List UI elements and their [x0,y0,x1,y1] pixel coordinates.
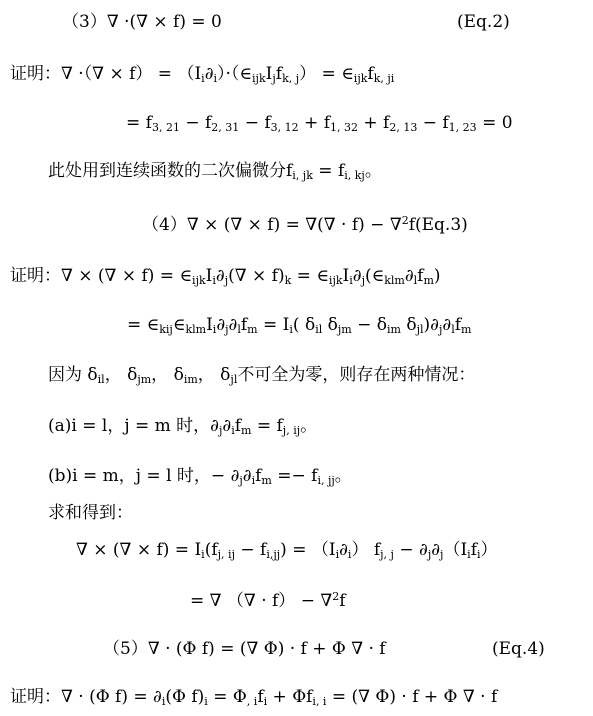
subscript: i [201,548,205,561]
math-text: (∇ × f) = 0 [129,12,222,32]
math-text: ) [433,266,441,286]
subscript: i [335,548,340,561]
math-text: (Eq.2) [457,12,510,32]
subscript: l [413,274,418,287]
subscript: i, kj [344,169,365,182]
math-text: ∂ [352,266,362,286]
math-text: I [265,64,273,84]
subscript: j, j [380,548,394,561]
math-text: − ∂ [393,540,428,560]
math-text: f [255,466,262,486]
math-text: ） = ∈ [299,64,354,84]
math-text: (f [204,540,218,560]
eq2-proof-line-1 [10,63,394,85]
subscript: i [161,695,166,708]
subscript: j, ij [217,548,235,561]
subscript: j [272,72,276,85]
math-text: ∂ [242,466,252,486]
subscript: il [97,373,105,386]
superscript: 2 [401,214,409,227]
subscript: i,jj [266,548,281,561]
eq3-sum-line-2 [190,590,346,612]
math-text: = I [257,315,290,335]
eq3-proof-line-1 [10,265,441,287]
math-text: + f [298,113,330,133]
math-text: = ∇ （∇ · f） − ∇ [190,591,333,611]
superscript: 2 [332,590,340,603]
eq4-statement [103,638,386,660]
subscript: m [461,323,472,336]
subscript: k, j [282,72,300,85]
subscript: 1, 23 [448,121,477,134]
math-text: − f [179,113,212,133]
math-text: f [470,540,477,560]
math-text: (Eq.4) [492,639,545,659]
eq3-case-b [48,465,352,487]
math-text: ∂ [442,315,452,335]
math-text: δ [322,315,338,335]
subscript: m [241,424,252,437]
math-text: = f [251,416,283,436]
subscript: klm [384,274,405,287]
subscript: jm [137,373,152,386]
subscript: il [315,323,323,336]
math-text: f [240,315,248,335]
subscript: kij [159,323,173,336]
subscript: i [477,548,481,561]
subscript: klm [185,323,207,336]
math-text: f [234,416,242,436]
subscript: i, jj [317,474,335,487]
subscript: i, i [312,695,327,708]
math-text: f [417,266,424,286]
subscript: ijk [353,72,368,85]
math-text: ∂ [215,266,225,286]
subscript: 2, 13 [389,121,418,134]
subscript: jl [416,323,424,336]
math-text: ， δ [151,365,184,385]
math-text: f [454,315,462,335]
subscript: l [451,323,455,336]
math-text: ） [480,540,498,560]
math-text: − f [234,540,267,560]
subscript: i [201,72,205,85]
subscript: i [213,72,218,85]
math-text: ( δ [292,315,316,335]
math-text: f [275,64,283,84]
subscript: i [347,548,352,561]
subscript: i [212,323,217,336]
subscript: m [247,323,258,336]
subscript: jl [230,373,238,386]
math-text: ， δ [104,365,138,385]
math-text: = ∈ [127,315,160,335]
math-text: δ [400,315,417,335]
math-text: f [257,687,264,707]
subscript: im [183,373,198,386]
subscript: j [438,323,443,336]
subscript: k [284,274,292,287]
math-text: 证明：∇ × (∇ × f) = ∈ [10,266,193,286]
subscript: , i [246,695,258,708]
math-text: = f [312,161,345,181]
math-text: ）·（∈ [217,64,253,84]
subscript: 3, 21 [151,121,180,134]
eq2-proof-note [48,160,382,182]
subscript: m [423,274,434,287]
eq2-label [457,11,510,33]
math-text: ∇ × (∇ × f) = I [76,540,202,560]
math-text: I [206,315,213,335]
math-text: （3）∇ · [62,12,130,32]
math-text: ， δ [197,365,231,385]
math-text: (b)i = m，j = l 时，− ∂ [48,466,240,486]
math-text: ∂ [431,540,441,560]
math-text: (Φ f) [165,687,205,707]
subscript: ijk [328,274,343,287]
subscript: k, ji [373,72,395,85]
math-text: ∂ [228,315,238,335]
subscript: j [440,548,444,561]
subscript: i [349,274,353,287]
math-text: (∈ [365,266,385,286]
subscript: i, jk [292,169,313,182]
math-text: = Φ [207,687,247,707]
subscript: ijk [192,274,206,287]
math-text: f [367,64,374,84]
subscript: i [251,474,256,487]
math-text: − f [239,113,271,133]
eq3-case-a [48,415,317,437]
math-text: （I [443,540,468,560]
subscript: 1, 32 [329,121,358,134]
eq3-cases-intro [48,364,475,386]
subscript: j [361,274,365,287]
math-text: I [342,266,350,286]
eq3-statement [142,214,468,236]
subscript: 2, 31 [211,121,240,134]
math-text: − f [417,113,449,133]
subscript: j [239,474,243,487]
subscript: ijk [252,72,266,85]
subscript: i [212,274,216,287]
math-text: ∂ [216,315,226,335]
math-text: = ∈ [291,266,329,286]
math-text: I [205,266,213,286]
math-text: =− f [271,466,318,486]
math-text: 不可全为零，则存在两种情况： [237,365,476,385]
math-text: f [339,591,346,611]
math-text: （4）∇ × (∇ × f) = ∇(∇ · f) − ∇ [142,215,402,235]
math-text: （5）∇ · (Φ f) = (∇ Φ) · f + Φ ∇ · f [103,639,386,659]
subscript: i [204,695,208,708]
math-text: 证明：∇ · (Φ f) = ∂ [10,687,162,707]
eq4-label [492,638,545,660]
math-text: (a)i = l，j = m 时，∂ [48,416,219,436]
math-text: 证明：∇ ·（∇ × f） = （I [10,64,202,84]
math-text: )∂ [423,315,439,335]
math-text: 求和得到： [48,503,133,523]
math-text: 。 [364,161,382,181]
subscript: j [225,323,229,336]
eq3-sum-line-1 [76,539,498,561]
subscript: im [387,323,401,336]
math-text: ∂ [404,266,414,286]
eq4-proof [10,686,497,708]
math-text: 因为 δ [48,365,98,385]
subscript: j [218,424,223,437]
math-text: (∇ × f) [228,266,285,286]
subscript: i [263,695,268,708]
eq2-statement [62,11,222,33]
subscript: 3, 12 [270,121,299,134]
math-text: 此处用到连续函数的二次偏微分f [48,161,293,181]
math-text: ∈ [172,315,186,335]
math-text: ） f [351,540,381,560]
math-text: + f [357,113,390,133]
math-text: = f [126,113,152,133]
math-text: ∂ [339,540,348,560]
math-text: ∂ [222,416,232,436]
math-text: = 0 [476,113,513,133]
subscript: i [231,424,235,437]
eq3-proof-line-2 [127,314,471,336]
math-text: 。 [300,416,318,436]
math-text: ∂ [204,64,214,84]
math-text: ) = （I [280,540,336,560]
subscript: j [427,548,432,561]
math-text: − δ [351,315,388,335]
eq2-proof-line-2 [126,112,513,134]
math-text: + Φf [267,687,313,707]
subscript: l [237,323,241,336]
subscript: i [467,548,471,561]
subscript: j, ij [282,424,301,437]
subscript: jm [337,323,352,336]
math-text: f(Eq.3) [408,215,468,235]
math-text: = (∇ Φ) · f + Φ ∇ · f [326,687,498,707]
subscript: m [261,474,272,487]
eq3-sum-heading [48,502,133,524]
subscript: j [224,274,229,287]
math-text: 。 [334,466,352,486]
subscript: i [289,323,293,336]
